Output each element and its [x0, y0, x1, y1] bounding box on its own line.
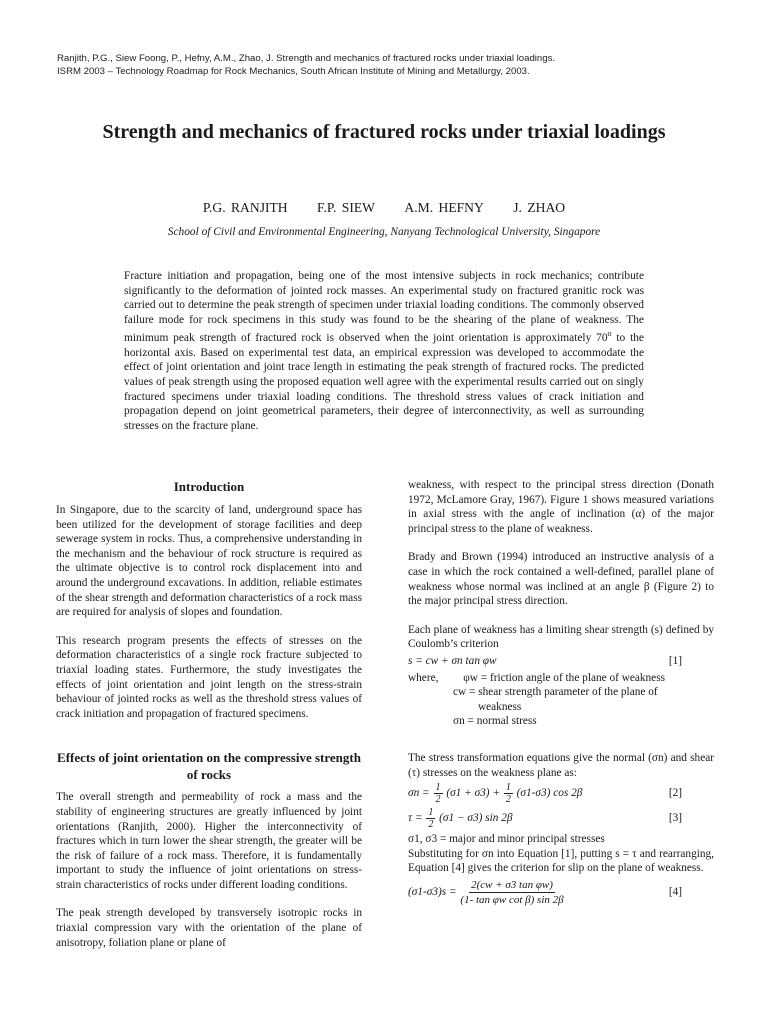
equation-4 — [408, 878, 714, 907]
paragraph: The peak strength developed by transversely isotropic rocks in triaxial compression vary with the orientation of the plane of anisotropy, foliation plane or plane of — [56, 907, 362, 949]
definition: cw = shear strength parameter of the plane of — [453, 686, 658, 699]
equation-number: [1] — [668, 654, 682, 667]
header-citation-line: Ranjith, P.G., Siew Foong, P., Hefny, A.M., Zhao, J. Strength and mechanics of fractured rocks under triaxial loadings. — [57, 53, 556, 64]
paragraph: The stress transformation equations give the normal (σn) and shear (τ) stresses on the weakness plane as: — [408, 751, 714, 779]
equation-lhs: σn = — [408, 787, 430, 800]
author-name: F.P. SIEW — [317, 200, 375, 215]
degree-sign: o — [607, 329, 612, 339]
left-column — [56, 478, 362, 950]
definition: σn = normal stress — [453, 715, 537, 728]
fraction-half — [426, 807, 435, 830]
paragraph: Brady and Brown (1994) introduced an instructive analysis of a case in which the rock contained a well-defined, parallel plane of weakness whose normal was inclined at an angle β (Figure 2) to the major principal stress direction. — [408, 551, 714, 608]
fraction — [460, 878, 563, 907]
where-line — [408, 671, 714, 686]
author-name: A.M. HEFNY — [404, 200, 484, 215]
equation-lhs: τ = — [408, 812, 423, 825]
section-heading-introduction: Introduction — [173, 479, 245, 494]
frac-den: (1- tan φw cot β) sin 2β — [460, 893, 564, 906]
definition: φw = friction angle of the plane of weakness — [463, 671, 665, 684]
equation-body: s = cw + σn tan φw — [408, 654, 497, 667]
equation-2 — [408, 782, 714, 805]
frac-num: 2(cw + σ3 tan φw) — [471, 878, 553, 891]
affiliation: School of Civil and Environmental Engineering, Nanyang Technological University, Singapore — [167, 226, 601, 238]
paragraph: Each plane of weakness has a limiting shear strength (s) defined by Coulomb’s criterion — [408, 623, 714, 651]
right-column — [408, 478, 714, 909]
equation-number: [2] — [668, 787, 682, 800]
equation-term: (σ1-σ3) cos 2β — [516, 787, 583, 800]
author-list — [60, 200, 708, 216]
paragraph: In Singapore, due to the scarcity of land, underground space has been utilized for the development of storage facilities and deep sewerage system in rocks. Thus, a comprehensive understanding in the mechanism and the behaviour of rock structure is required as the ultimate objective is to control rock displacement into and around the underground excavations. In addition, reliable estimates of the shear strength and deformation characteristics of a rock mass are required for analysis of slopes and foundation. — [56, 504, 362, 619]
frac-den: 2 — [505, 794, 511, 806]
paper-title: Strength and mechanics of fractured rocks under triaxial loadings — [102, 121, 666, 143]
equation-term: (σ1 + σ3) + — [446, 787, 501, 800]
equation-3 — [408, 807, 714, 830]
frac-num: 1 — [435, 782, 441, 794]
equation-number: [3] — [668, 812, 682, 825]
fraction-half — [434, 782, 443, 805]
abstract-text-cont: to the horizontal axis. Based on experimental test data, an empirical expression was developed to accommodate the effect of joint orientation and joint trace length in estimating the peak strength of fractured rocks. The predicted values of peak strength using the proposed equation well agree with the experimental results carried out on singly fractured specimens under triaxial loading conditions. The threshold stress values of crack initiation and propagation depend on joint geometrical parameters, their degree of interconnectivity, as well as surrounding stresses on the fracture plane. — [124, 332, 644, 432]
fraction-half — [504, 782, 513, 805]
abstract-text: Fracture initiation and propagation, being one of the most intensive subjects in rock mechanics; contribute significantly to the deformation of jointed rock masses. An experimental study on fractured granitic rock was carried out to determine the peak strength of specimen under triaxial loading conditions. The commonly observed failure mode for rock specimens in this study was found to be the shearing of the plane of weakness. The minimum peak strength of fractured rock is observed when the joint orientation is approximately 70 — [124, 270, 644, 345]
paragraph: Substituting for σn into Equation [1], putting s = τ and rearranging, Equation [4] gives the criterion for slip on the plane of weakness. — [408, 847, 714, 875]
author-name: J. ZHAO — [513, 200, 566, 215]
running-header — [57, 52, 555, 78]
author-name: P.G. RANJITH — [202, 200, 288, 215]
paragraph: The overall strength and permeability of rock a mass and the stability of engineering structures are greatly influenced by joint orientations (Ranjith, 2000). Higher the interconnectivity of fractures which in turn lower the shear strength, the greater will be the risk of failure of a rock mass. Therefore, it is fundamentally important to study the influence of joint orientations on stress-strain characteristics of rocks under different loading conditions. — [56, 791, 362, 891]
frac-num: 1 — [505, 782, 511, 794]
equation-lhs: (σ1-σ3)s = — [408, 885, 457, 898]
abstract — [124, 269, 644, 433]
frac-num: 1 — [428, 807, 434, 819]
paragraph: This research program presents the effects of stresses on the deformation characteristics of a single rock fracture subjected to triaxial loading states. Furthermore, the study investigates the effects of joint orientation and joint length on the stress-strain behaviour of jointed rocks as well as the threshold stress values of crack initiation and propagation of fractured specimens. — [56, 634, 362, 720]
definition: weakness — [478, 700, 522, 713]
equation-term: (σ1 − σ3) sin 2β — [439, 812, 513, 825]
paragraph: weakness, with respect to the principal stress direction (Donath 1972, McLamore Gray, 1967). Figure 1 shows measured variations in axial stress with the angle of inclination (α) of the major principal stress to the plane of weakness. — [408, 479, 714, 535]
frac-den: 2 — [435, 794, 441, 806]
where-label: where, — [408, 671, 439, 684]
equation-1 — [408, 654, 714, 669]
equation-number: [4] — [668, 886, 682, 899]
header-conference-line: ISRM 2003 – Technology Roadmap for Rock Mechanics, South African Institute of Mining and Metallurgy, 2003. — [57, 66, 530, 77]
section-heading-joint-orientation: Effects of joint orientation on the compressive strength of rocks — [57, 750, 361, 783]
definition: σ1, σ3 = major and minor principal stresses — [408, 833, 605, 846]
frac-den: 2 — [428, 819, 434, 831]
